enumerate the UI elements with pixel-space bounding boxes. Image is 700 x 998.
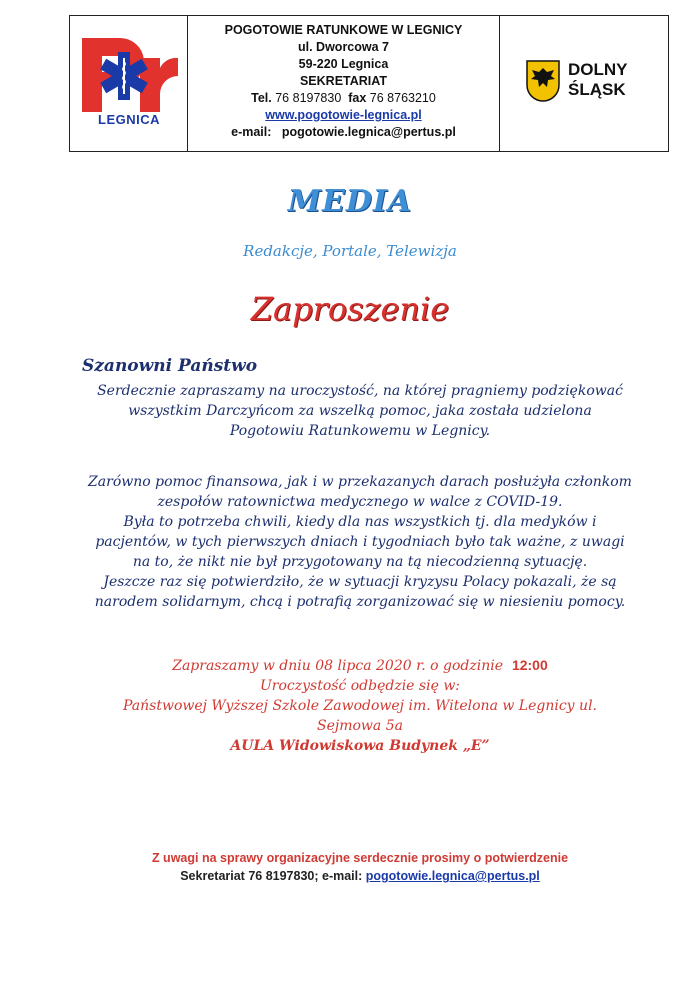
email-label: e-mail: bbox=[231, 125, 272, 139]
postal-address: 59-220 Legnica bbox=[298, 57, 389, 71]
event-date: Zapraszamy w dniu 08 lipca 2020 r. o godzinie bbox=[172, 658, 504, 674]
media-subtitle: Redakcje, Portale, Telewizja bbox=[243, 242, 457, 260]
venue-intro: Uroczystość odbędzie się w: bbox=[259, 678, 461, 694]
org-name: POGOTOWIE RATUNKOWE W LEGNICY bbox=[224, 23, 463, 37]
department: SEKRETARIAT bbox=[299, 74, 388, 88]
contact-email-link[interactable]: pogotowie.legnica@pertus.pl bbox=[365, 869, 540, 883]
event-date-line bbox=[60, 655, 660, 676]
letterhead-logo-cell bbox=[70, 16, 188, 151]
paragraph-line: na to, że nikt nie był przygotowany na tą niecodzienną sytuację. bbox=[132, 554, 588, 570]
paragraph-line: Pogotowiu Ratunkowemu w Legnicy. bbox=[229, 423, 491, 439]
venue-hall: AULA Widowiskowa Budynek „E” bbox=[230, 738, 490, 754]
paragraph-2 bbox=[60, 472, 660, 612]
email-line bbox=[188, 124, 499, 141]
paragraph-line: Jeszcze raz się potwierdziło, że w sytuacji kryzysu Polacy pokazali, że są bbox=[103, 574, 617, 590]
paragraph-line: Była to potrzeba chwili, kiedy dla nas wszystkich tj. dla medyków i bbox=[123, 514, 597, 530]
paragraph-line: pacjentów, w tych pierwszych dniach i tygodniach było tak ważne, z uwagi bbox=[95, 534, 625, 550]
event-time: 12:00 bbox=[511, 657, 548, 673]
paragraph-1 bbox=[60, 381, 660, 441]
venue-line-1: Państwowej Wyższej Szkole Zawodowej im. Witelona w Legnicy ul. bbox=[123, 698, 597, 714]
invitation-title: Zaproszenie bbox=[250, 290, 450, 328]
paragraph-line: zespołów ratownictwa medycznego w walce z COVID-19. bbox=[157, 494, 563, 510]
logo-caption: LEGNICA bbox=[98, 112, 160, 127]
media-title: MEDIA bbox=[287, 184, 413, 219]
region-line-2: ŚLĄSK bbox=[568, 80, 626, 99]
letterhead bbox=[69, 15, 669, 152]
paragraph-line: wszystkim Darczyńcom za wszelką pomoc, jaka została udzielona bbox=[128, 403, 592, 419]
website-link[interactable]: www.pogotowie-legnica.pl bbox=[265, 108, 422, 122]
rsvp-contact bbox=[60, 867, 660, 886]
event-details bbox=[60, 655, 660, 756]
paragraph-line: Zarówno pomoc finansowa, jak i w przekazanych darach posłużyła członkom bbox=[88, 474, 632, 490]
paragraph-line: Serdecznie zapraszamy na uroczystość, na której pragniemy podziękować bbox=[97, 383, 623, 399]
region-line-1: DOLNY bbox=[568, 60, 628, 79]
phone-number: 76 8197830 bbox=[275, 91, 342, 105]
fax-label: fax bbox=[348, 91, 367, 105]
street-address: ul. Dworcowa 7 bbox=[298, 40, 389, 54]
eagle-crest-icon bbox=[526, 60, 560, 102]
email-value[interactable]: pogotowie.legnica@pertus.pl bbox=[281, 125, 456, 139]
region-cell bbox=[500, 16, 668, 151]
paragraph-line: narodem solidarnym, chcą i potrafią zorganizować się w niesieniu pomocy. bbox=[94, 594, 626, 610]
phone-label: Tel. bbox=[251, 91, 272, 105]
phone-fax-line bbox=[188, 90, 499, 107]
region-name bbox=[568, 60, 628, 100]
venue-line-2: Sejmowa 5a bbox=[317, 718, 403, 734]
rsvp-request: Z uwagi na sprawy organizacyjne serdecznie prosimy o potwierdzenie bbox=[151, 851, 569, 865]
contact-prefix: Sekretariat 76 8197830; e-mail: bbox=[180, 869, 363, 883]
salutation: Szanowni Państwo bbox=[82, 356, 258, 376]
letterhead-address bbox=[188, 16, 500, 151]
fax-number: 76 8763210 bbox=[369, 91, 436, 105]
